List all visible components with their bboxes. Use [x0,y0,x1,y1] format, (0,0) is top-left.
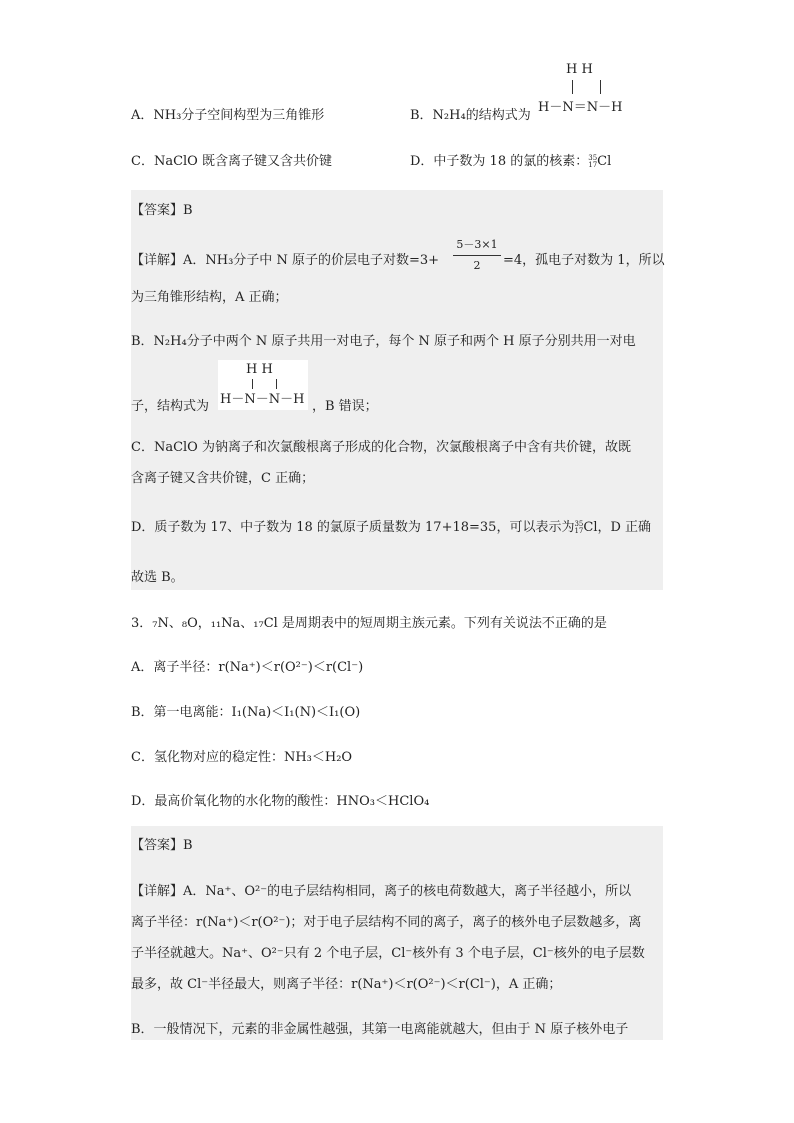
q3-option-b: B．第一电离能：I₁(Na)＜I₁(N)＜I₁(O) [131,705,361,720]
detail2-line1: 【详解】A．Na⁺、O²⁻的电子层结构相同，离子的核电荷数越大，离子半径越小，所以 [131,884,632,899]
detail-a-line1-part1: 【详解】A．NH₃分子中 N 原子的价层电子对数=3+ [131,253,440,268]
q3-stem: 3．₇N、₈O，₁₁Na、₁₇Cl 是周期表中的短周期主族元素。下列有关说法不正确的是 [131,616,607,631]
detail-b-line1: B．N₂H₄分子中两个 N 原子共用一对电子，每个 N 原子和两个 H 原子分别共用一对电 [131,334,636,349]
detail-c-line2: 含离子键又含共价键，C 正确； [131,471,315,486]
option-b-text: B．N₂H₄的结构式为 [410,108,531,123]
answer-block-2 [131,826,663,1040]
detail2-line5: B．一般情况下，元素的非金属性越强，其第一电离能就越大，但由于 N 原子核外电子 [131,1022,629,1037]
detail-a-line2: 为三角锥形结构，A 正确； [131,290,288,305]
option-c: C．NaClO 既含离子键又含共价键 [131,154,332,169]
option-d: D．中子数为 18 的氯的核素：35 17Cl [410,153,612,169]
valence-fraction: 5－3×1 2 [453,236,501,272]
detail-b-line2-prefix: 子，结构式为 [131,399,210,414]
conclusion-1: 故选 B。 [131,570,184,585]
detail2-line4: 最多，故 Cl⁻半径最大，则离子半径：r(Na⁺)＜r(O²⁻)＜r(Cl⁻)，A 正确； [131,977,562,992]
detail-a-line1-part2: =4，孤电子对数为 1，所以 [503,253,665,268]
detail-b-line2-suffix: ，B 错误； [312,399,378,414]
q3-option-c: C．氢化物对应的稳定性：NH₃＜H₂O [131,750,353,765]
answer-label-1: 【答案】B [131,203,193,218]
detail-d-line: D．质子数为 17、中子数为 18 的氯原子质量数为 17+18=35，可以表示为35 17Cl，D 正确 [131,519,652,535]
option-a: A．NH₃分子空间构型为三角锥形 [131,108,325,123]
n2h4-structure-option: H H H－N＝N－H [538,62,623,115]
detail-c-line1: C．NaClO 为钠离子和次氯酸根离子形成的化合物，次氯酸根离子中含有共价键，故既 [131,440,631,455]
answer-label-2: 【答案】B [131,838,193,853]
q3-option-a: A．离子半径：r(Na⁺)＜r(O²⁻)＜r(Cl⁻) [131,660,364,675]
n2h4-structure-detail: H H H－N－N－H [218,360,308,410]
q3-option-d: D．最高价氧化物的水化物的酸性：HNO₃＜HClO₄ [131,794,430,809]
detail2-line2: 离子半径：r(Na⁺)＜r(O²⁻)；对于电子层结构不同的离子，离子的核外电子层数越多，离 [131,915,642,930]
detail2-line3: 子半径就越大。Na⁺、O²⁻只有 2 个电子层，Cl⁻核外有 3 个电子层，Cl⁻核外的电子层数 [131,946,645,961]
